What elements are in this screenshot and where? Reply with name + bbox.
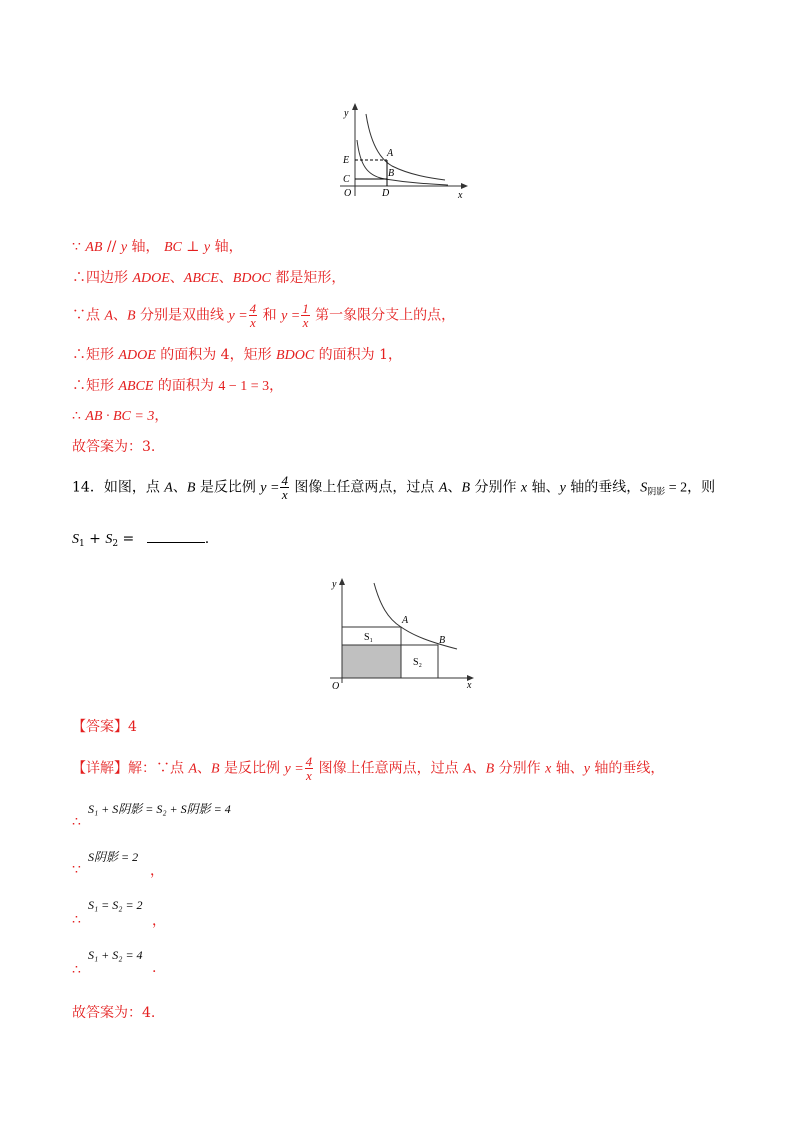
fig2-label-o: O [332,681,340,692]
rect-bdoc: BDOC [276,348,315,363]
text: 分别作 [494,760,546,777]
eq-y: y = [228,308,248,324]
point-b: B [211,761,220,777]
s1: S [72,532,79,547]
punct: . [204,531,210,547]
text: 解：∵点 [128,760,189,777]
segment-ab: AB [85,240,103,255]
text: ，则 [687,479,716,496]
s-shadow: S [640,480,648,496]
sol13-line1 [72,237,243,258]
because-symbol: ∵ [72,239,81,255]
eq-y: y = [284,761,304,777]
expression: S₁ + S₂ = 4 [88,948,143,962]
point-a: A [164,480,173,496]
sep: 、 [447,479,462,496]
therefore-symbol: ∴ [72,912,81,928]
point-a: A [104,308,114,324]
axis-text: 轴， [210,239,243,255]
therefore-symbol: ∴ [72,270,86,286]
expression: S₁ = S₂ = 2 [88,898,143,912]
eq-y: y = [281,308,301,324]
plus: + [84,531,106,547]
fraction-1-over-x [301,302,310,329]
text: 图像上任意两点，过点 [289,479,439,496]
therefore-symbol: ∴ [72,962,81,978]
text: 和 [258,307,282,324]
fig2-label-x: x [467,680,472,691]
because-symbol: ∵ [72,862,81,878]
figure-hyperbola-rectangles [330,100,480,205]
quad-abce: ABCE [183,271,219,286]
fig2-label-s2: S₂ [413,657,423,668]
rect-abce: ABCE [118,379,154,394]
fraction-4-over-x [280,474,289,501]
equals: = [118,531,135,547]
point-b: B [461,480,470,496]
fig2-label-s1: S₁ [364,632,374,643]
fig2-label-b: B [439,635,446,646]
text: 轴、 [551,760,584,777]
therefore-symbol: ∴ [72,814,81,830]
therefore-symbol: ∴ [72,347,86,363]
numerator: 4 [281,473,288,488]
punct: ， [154,408,169,424]
text: 的面积为 1， [314,347,402,363]
point-a: A [438,480,448,496]
text: 是反比例 [219,760,285,777]
text: 图像上任意两点，过点 [314,760,464,777]
sol13-line2 [72,268,345,289]
sep: 、 [169,270,184,286]
numerator: 4 [305,754,313,769]
fig1-label-d: D [382,188,390,199]
text: 轴的垂线， [565,479,641,496]
text: 都是矩形， [270,270,346,286]
answer-tag: 【答案】 [72,719,128,735]
fig1-label-a: A [387,148,394,159]
denominator: x [281,487,288,502]
answer-blank[interactable] [147,528,205,543]
sep: 、 [197,760,212,777]
text: 是反比例 [195,479,261,496]
sep: 、 [471,760,486,777]
text: 的面积为 4，矩形 [155,347,277,363]
text: 矩形 [86,347,119,363]
point-b: B [485,761,495,777]
text: 轴的垂线， [589,760,665,777]
sol13-line6 [72,406,168,427]
sep: 、 [113,307,128,324]
denominator: x [306,768,312,783]
text: 轴、 [527,479,560,496]
answer-14 [72,717,137,737]
punct: . [152,960,157,976]
figure-reciprocal-areas [322,575,482,693]
fig1-label-e: E [343,155,350,166]
var-x: x [520,480,528,496]
axis-text: 轴， [127,239,160,255]
s2: S [105,532,113,547]
rect-adoe: ADOE [118,348,156,363]
text: 分别作 [470,479,521,496]
sol13-answer: 故答案为：3. [72,439,156,455]
punct: ， [152,913,166,929]
punct: ， [269,378,284,394]
fraction-4-over-x [249,302,258,329]
eq-y: y = [260,480,280,496]
expression: 4 − 1 = 3 [218,379,270,394]
quad-adoe: ADOE [132,271,170,286]
var-y: y [120,240,128,255]
text: 的面积为 [153,378,219,394]
subscript: 阴影 [647,487,666,498]
segment-bc: BC [163,240,182,255]
text: 矩形 [86,378,119,394]
sol13-line4 [72,345,402,366]
fig2-label-y: y [332,579,337,590]
text: 第一象限分支上的点， [310,307,456,324]
perp-symbol: ⊥ [181,239,204,255]
point-b: B [127,308,136,324]
detail-tag: 【详解】 [72,760,128,777]
text: 分别是双曲线 [135,307,229,324]
therefore-symbol: ∴ [72,408,81,424]
fig1-label-o: O [344,188,352,199]
because-symbol: ∵ [72,307,86,324]
sep: 、 [172,479,187,496]
question-14 [72,474,715,506]
expression: S₁ + S阴影 = S₂ + S阴影 = 4 [88,802,231,816]
parallel-symbol: // [102,239,121,255]
sol13-line3 [72,302,455,330]
fig2-label-a: A [402,615,409,626]
numerator: 4 [249,301,257,316]
expression: S阴影 = 2 [88,850,139,864]
answer-value: 4 [128,719,137,735]
value: = 2 [665,480,688,496]
var-y: y [583,761,590,777]
punct: ， [150,863,164,879]
var-y: y [203,240,211,255]
denominator: x [302,315,309,330]
sep: 、 [218,270,233,286]
fig1-label-y: y [344,108,349,119]
expression: AB · BC = 3 [85,409,155,424]
numerator: 1 [302,301,309,316]
text: 14．如图，点 [72,479,165,496]
therefore-symbol: ∴ [72,378,86,394]
fig1-label-x: x [458,190,463,201]
detail-14-answer: 故答案为：4. [72,1005,156,1021]
fraction-4-over-x [305,755,314,782]
text: 点 [86,307,105,324]
point-a: A [188,761,198,777]
var-y: y [559,480,566,496]
var-x: x [545,761,552,777]
quad-bdoc: BDOC [232,271,271,286]
text: 四边形 [86,270,133,286]
denominator: x [250,315,256,330]
subscript: 1 [79,539,85,549]
detail-14 [72,755,664,783]
question-14-line2 [72,528,209,554]
fig1-label-b: B [388,168,395,179]
point-b: B [186,480,196,496]
subscript: 2 [112,539,119,549]
sol13-line5 [72,376,283,397]
point-a: A [463,761,472,777]
fig1-label-c: C [343,174,350,185]
